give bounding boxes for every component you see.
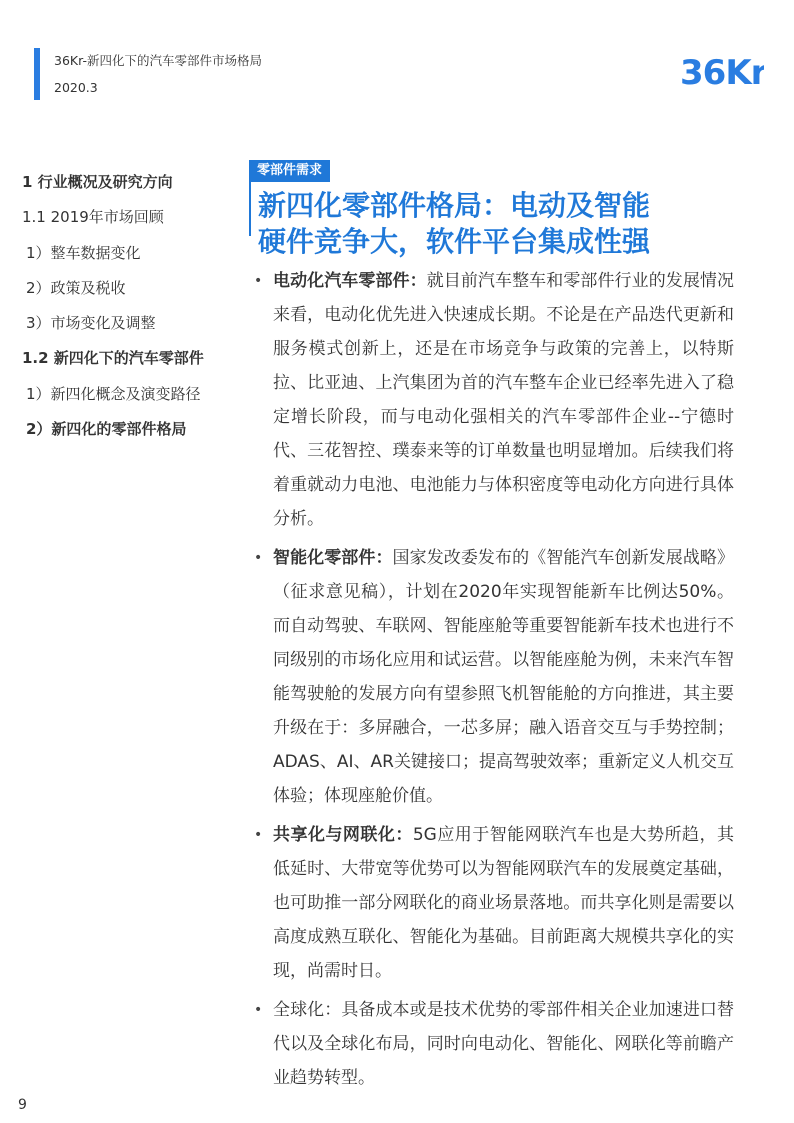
paragraph-text: 具备成本或是技术优势的零部件相关企业加速进口替代以及全球化布局，同时向电动化、智能化、网联化等前瞻产业趋势转型。 — [273, 1000, 735, 1088]
paragraph-text: 就目前汽车整车和零部件行业的发展情况来看，电动化优先进入快速成长期。不论是在产品迭代更新和服务模式创新上，还是在市场竞争与政策的完善上，以特斯拉、比亚迪、上汽集团为首的汽车整车企业已经率先进入了稳定增长阶段，而与电动化强相关的汽车零部件企业--宁德时代、三花智控、璞泰来等的订单数量也明显增加。后续我们将着重就动力电池、电池能力与体积密度等电动化方向进行具体分析。 — [273, 271, 735, 529]
paragraph-lead: 共享化与网联化： — [273, 825, 413, 845]
bullet-icon: • — [254, 827, 263, 843]
paragraph-lead: 智能化零部件： — [273, 548, 393, 568]
bullet-paragraph — [254, 264, 734, 536]
toc-item[interactable]: 2）新四化的零部件格局 — [26, 420, 187, 439]
title-accent-rule — [249, 182, 251, 236]
bullet-icon: • — [254, 1002, 263, 1018]
toc-item[interactable]: 3）市场变化及调整 — [26, 314, 156, 333]
report-title: 36Kr-新四化下的汽车零部件市场格局 — [54, 53, 262, 68]
section-title-line-1: 新四化零部件格局：电动及智能 — [258, 189, 651, 222]
toc-item[interactable]: 1 行业概况及研究方向 — [22, 173, 173, 191]
section-tag: 零部件需求 — [249, 160, 330, 182]
toc-item[interactable]: 1）整车数据变化 — [26, 243, 141, 262]
toc-item[interactable]: 1.2 新四化下的汽车零部件 — [22, 349, 204, 368]
toc-item[interactable]: 1）新四化概念及演变路径 — [26, 384, 201, 403]
bullet-paragraph — [254, 818, 734, 988]
36kr-logo — [680, 44, 764, 92]
table-of-contents — [22, 172, 237, 454]
toc-item[interactable]: 1.1 2019年市场回顾 — [22, 208, 164, 227]
paragraph-lead: 电动化汽车零部件： — [273, 271, 427, 291]
bullet-paragraph — [254, 541, 734, 813]
bullet-icon: • — [254, 273, 263, 289]
header-accent-bar — [34, 48, 40, 100]
body-content — [254, 264, 734, 1100]
report-date: 2020.3 — [54, 80, 98, 95]
section-title — [258, 188, 758, 260]
page-number: 9 — [18, 1097, 27, 1113]
toc-item[interactable]: 2）政策及税收 — [26, 278, 126, 297]
paragraph-text: 国家发改委发布的《智能汽车创新发展战略》（征求意见稿），计划在2020年实现智能新车比例达50%。而自动驾驶、车联网、智能座舱等重要智能新车技术也进行不同级别的市场化应用和试运营。以智能座舱为例，未来汽车智能驾驶舱的发展方向有望参照飞机智能舱的方向推进，其主要升级在于：多屏融合，一芯多屏；融入语音交互与手势控制；ADAS、AI、AR关键接口；提高驾驶效率；重新定义人机交互体验；体现座舱价值。 — [273, 548, 735, 806]
paragraph-text: 5G应用于智能网联汽车也是大势所趋，其低延时、大带宽等优势可以为智能网联汽车的发展奠定基础，也可助推一部分网联化的商业场景落地。而共享化则是需要以高度成熟互联化、智能化为基础。目前距离大规模共享化的实现，尚需时日。 — [273, 825, 734, 981]
bullet-paragraph — [254, 993, 734, 1095]
bullet-icon: • — [254, 550, 263, 566]
logo-text: 36Kr — [680, 53, 764, 92]
paragraph-lead: 全球化： — [273, 1000, 342, 1020]
section-title-line-2: 硬件竞争大，软件平台集成性强 — [258, 225, 651, 258]
